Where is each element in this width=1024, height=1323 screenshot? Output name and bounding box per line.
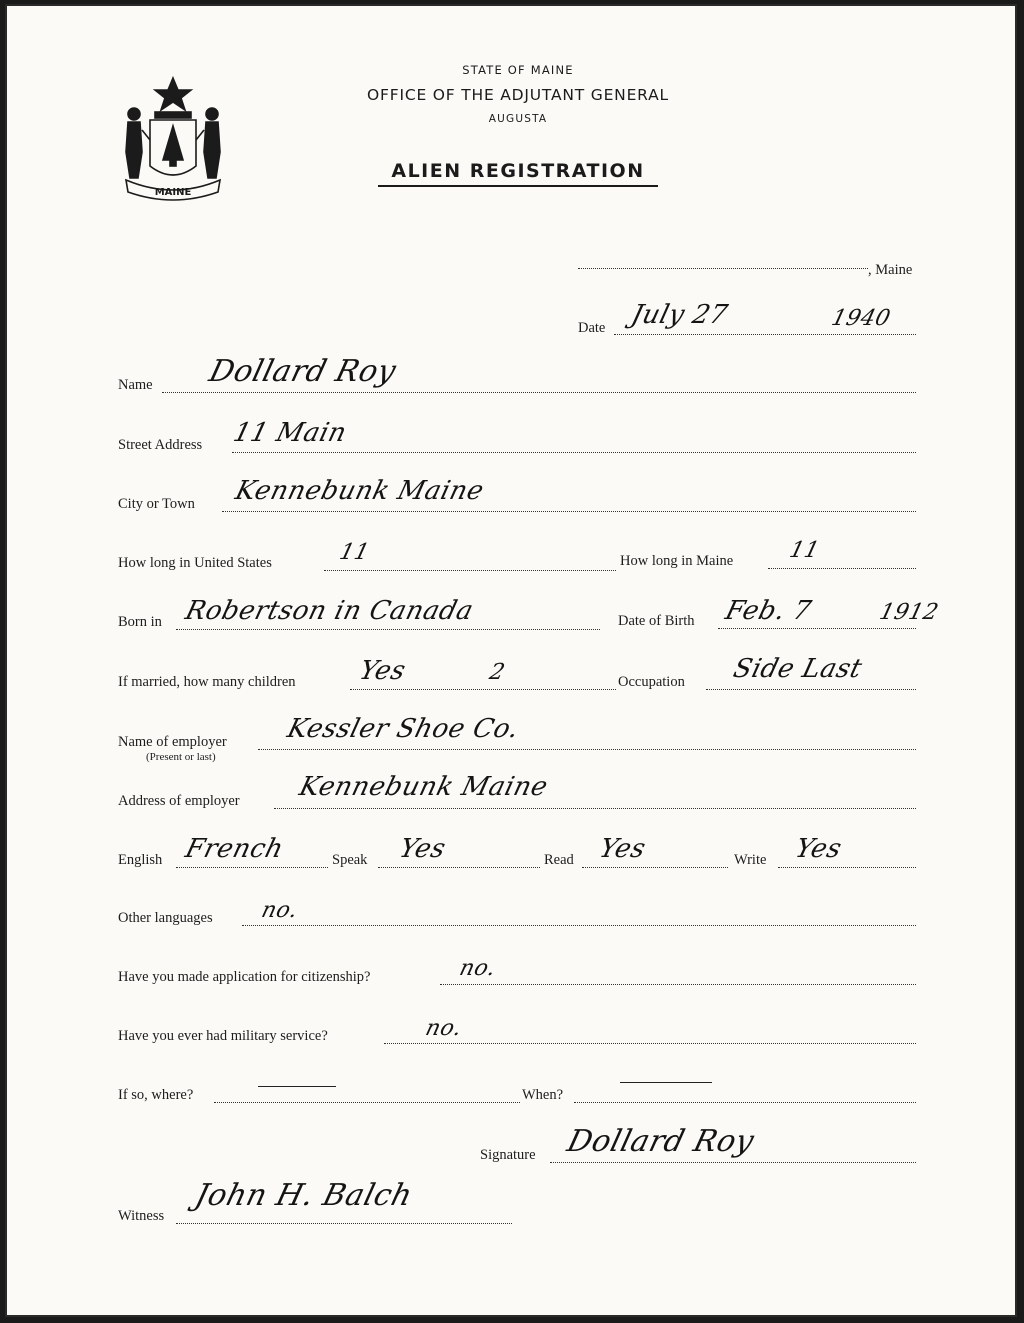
where-label: If so, where?	[118, 1087, 194, 1103]
where-dash	[258, 1086, 336, 1087]
city-value: Kennebunk Maine	[232, 476, 487, 506]
date-field[interactable]	[614, 334, 916, 335]
citizenship-value: no.	[456, 956, 499, 981]
header-office: OFFICE OF THE ADJUTANT GENERAL	[367, 86, 669, 104]
dob-field[interactable]	[718, 628, 916, 629]
when-dash	[620, 1082, 712, 1083]
speak-value: Yes	[396, 834, 449, 864]
year-value: 1940	[828, 306, 894, 331]
witness-label: Witness	[118, 1208, 165, 1224]
occupation-label: Occupation	[618, 674, 685, 690]
employer-label: Name of employer	[118, 734, 227, 750]
english-label: English	[118, 852, 163, 868]
seal-label: MAINE	[154, 187, 192, 198]
name-field[interactable]	[162, 392, 916, 393]
witness-field[interactable]	[176, 1223, 512, 1224]
read-value: Yes	[596, 834, 649, 864]
city-label: City or Town	[118, 496, 195, 512]
write-value: Yes	[792, 834, 845, 864]
how-long-me-field[interactable]	[768, 568, 916, 569]
employer-address-value: Kennebunk Maine	[296, 772, 551, 802]
speak-field[interactable]	[378, 867, 540, 868]
children-value: 2	[486, 660, 508, 685]
employer-sublabel: (Present or last)	[146, 751, 216, 763]
employer-address-label: Address of employer	[118, 793, 240, 809]
how-long-me-value: 11	[786, 538, 823, 563]
where-field[interactable]	[214, 1102, 520, 1103]
citizenship-field[interactable]	[440, 984, 916, 985]
how-long-me-label: How long in Maine	[620, 553, 734, 569]
name-label: Name	[118, 377, 153, 393]
street-value: 11 Main	[230, 418, 350, 448]
born-label: Born in	[118, 614, 162, 630]
date-value: July 27	[628, 300, 731, 330]
date-label: Date	[578, 320, 606, 336]
other-languages-value: no.	[258, 898, 301, 923]
place-suffix: , Maine	[868, 262, 913, 278]
read-label: Read	[544, 852, 574, 868]
speak-label: Speak	[332, 852, 368, 868]
city-field[interactable]	[222, 511, 916, 512]
when-label: When?	[522, 1087, 564, 1103]
place-field[interactable]	[578, 268, 868, 269]
military-value: no.	[422, 1016, 465, 1041]
name-value: Dollard Roy	[205, 354, 400, 389]
other-languages-field[interactable]	[242, 925, 916, 926]
form-title: ALIEN REGISTRATION	[391, 160, 645, 182]
born-field[interactable]	[176, 629, 600, 630]
born-value: Robertson in Canada	[182, 596, 477, 626]
signature-field[interactable]	[550, 1162, 916, 1163]
how-long-us-value: 11	[336, 540, 373, 565]
dob-label: Date of Birth	[618, 613, 695, 629]
married-label: If married, how many children	[118, 674, 296, 690]
employer-field[interactable]	[258, 749, 916, 750]
witness-value: John H. Balch	[191, 1178, 417, 1213]
dob-value: Feb. 7	[722, 596, 815, 626]
military-label: Have you ever had military service?	[118, 1028, 328, 1044]
read-field[interactable]	[582, 867, 728, 868]
employer-value: Kessler Shoe Co.	[284, 714, 523, 744]
when-field[interactable]	[574, 1102, 916, 1103]
signature-value: Dollard Roy	[563, 1124, 758, 1159]
how-long-us-field[interactable]	[324, 570, 616, 571]
dob-year: 1912	[876, 600, 942, 625]
citizenship-label: Have you made application for citizenship?	[118, 969, 371, 985]
military-field[interactable]	[384, 1043, 916, 1044]
occupation-value: Side Last	[730, 654, 866, 684]
english-field[interactable]	[176, 867, 328, 868]
how-long-us-label: How long in United States	[118, 555, 272, 571]
married-field[interactable]	[350, 689, 616, 690]
header-city: AUGUSTA	[488, 113, 548, 125]
english-value: French	[182, 834, 287, 864]
header-state: STATE OF MAINE	[462, 63, 574, 77]
occupation-field[interactable]	[706, 689, 916, 690]
employer-address-field[interactable]	[274, 808, 916, 809]
title-underline	[378, 185, 658, 187]
other-languages-label: Other languages	[118, 910, 213, 926]
street-label: Street Address	[118, 437, 203, 453]
write-label: Write	[734, 852, 767, 868]
street-field[interactable]	[232, 452, 916, 453]
write-field[interactable]	[778, 867, 916, 868]
married-value: Yes	[356, 656, 409, 686]
signature-label: Signature	[480, 1147, 536, 1163]
